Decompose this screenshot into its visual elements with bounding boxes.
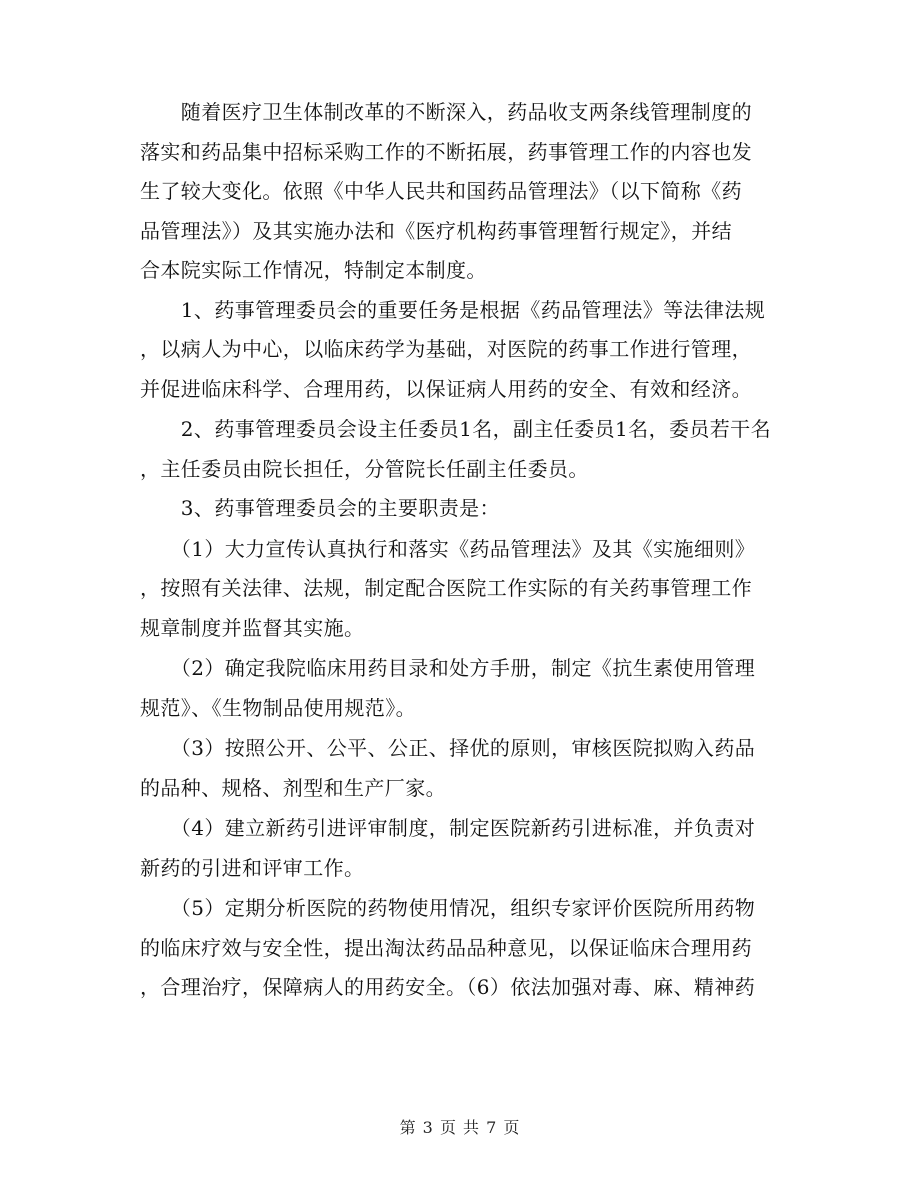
body-line: 的品种、规格、剂型和生产厂家。 (140, 776, 446, 800)
body-line: 规范》、《生物制品使用规范》。 (140, 696, 416, 720)
body-line: （5）定期分析医院的药物使用情况，组织专家评价医院所用药物 (140, 896, 756, 920)
body-line: （4）建立新药引进评审制度，制定医院新药引进标准，并负责对 (140, 816, 756, 840)
body-line: （3）按照公开、公平、公正、择优的原则，审核医院拟购入药品 (140, 736, 756, 760)
body-line: 2、药事管理委员会设主任委员1名，副主任委员1名，委员若干名 (140, 417, 771, 441)
body-line: 品管理法》）及其实施办法和《医疗机构药事管理暂行规定》，并结 (140, 219, 732, 243)
body-line: 3、药事管理委员会的主要职责是： (140, 496, 500, 520)
page-number-footer: 第 3 页 共 7 页 (399, 1118, 521, 1137)
body-line: 合本院实际工作情况，特制定本制度。 (140, 258, 487, 282)
body-line: 1、药事管理委员会的重要任务是根据《药品管理法》等法律法规 (140, 298, 766, 322)
body-line: 随着医疗卫生体制改革的不断深入，药品收支两条线管理制度的 (140, 100, 752, 124)
body-line: 并促进临床科学、合理用药，以保证病人用药的安全、有效和经济。 (140, 377, 752, 401)
body-line: （1）大力宣传认真执行和落实《药品管理法》及其《实施细则》 (140, 537, 756, 561)
body-line: ，按照有关法律、法规，制定配合医院工作实际的有关药事管理工作 (140, 576, 752, 600)
body-line: ，合理治疗，保障病人的用药安全。（6）依法加强对毒、麻、精神药 (140, 975, 756, 999)
body-line: ，主任委员由院长担任，分管院长任副主任委员。 (140, 457, 589, 481)
body-line: （2）确定我院临床用药目录和处方手册，制定《抗生素使用管理 (140, 656, 756, 680)
body-line: 生了较大变化。依照《中华人民共和国药品管理法》（以下简称《药 (140, 179, 742, 203)
body-line: ，以病人为中心，以临床药学为基础，对医院的药事工作进行管理， (140, 337, 752, 361)
body-line: 的临床疗效与安全性，提出淘汰药品品种意见，以保证临床合理用药 (140, 936, 752, 960)
body-line: 新药的引进和评审工作。 (140, 856, 365, 880)
body-line: 规章制度并监督其实施。 (140, 616, 365, 640)
body-line: 落实和药品集中招标采购工作的不断拓展，药事管理工作的内容也发 (140, 140, 752, 164)
